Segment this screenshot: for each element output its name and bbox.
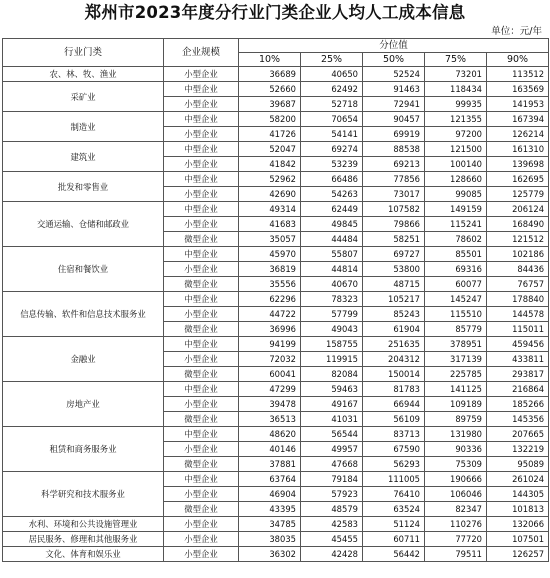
value-cell: 48620 xyxy=(239,427,301,442)
value-cell: 121500 xyxy=(425,142,487,157)
size-cell: 微型企业 xyxy=(164,367,239,382)
value-cell: 85501 xyxy=(425,247,487,262)
value-cell: 38035 xyxy=(239,532,301,547)
value-cell: 52524 xyxy=(363,67,425,82)
value-cell: 60711 xyxy=(363,532,425,547)
value-cell: 56293 xyxy=(363,457,425,472)
value-cell: 44722 xyxy=(239,307,301,322)
value-cell: 167394 xyxy=(487,112,549,127)
value-cell: 62296 xyxy=(239,292,301,307)
value-cell: 109189 xyxy=(425,397,487,412)
value-cell: 459456 xyxy=(487,337,549,352)
value-cell: 60077 xyxy=(425,277,487,292)
value-cell: 56109 xyxy=(363,412,425,427)
table-row xyxy=(3,532,549,547)
value-cell: 90457 xyxy=(363,112,425,127)
industry-cell: 科学研究和技术服务业 xyxy=(3,472,164,517)
table-row xyxy=(3,427,549,442)
industry-cell: 水利、环境和公共设施管理业 xyxy=(3,517,164,532)
size-cell: 小型企业 xyxy=(164,517,239,532)
value-cell: 115011 xyxy=(487,322,549,337)
value-cell: 128660 xyxy=(425,172,487,187)
value-cell: 46904 xyxy=(239,487,301,502)
value-cell: 52962 xyxy=(239,172,301,187)
value-cell: 48579 xyxy=(301,502,363,517)
value-cell: 53239 xyxy=(301,157,363,172)
size-cell: 微型企业 xyxy=(164,412,239,427)
value-cell: 79866 xyxy=(363,217,425,232)
value-cell: 69274 xyxy=(301,142,363,157)
value-cell: 79184 xyxy=(301,472,363,487)
value-cell: 85243 xyxy=(363,307,425,322)
value-cell: 41842 xyxy=(239,157,301,172)
value-cell: 115241 xyxy=(425,217,487,232)
value-cell: 88538 xyxy=(363,142,425,157)
value-cell: 378951 xyxy=(425,337,487,352)
value-cell: 60041 xyxy=(239,367,301,382)
value-cell: 145356 xyxy=(487,412,549,427)
industry-cell: 信息传输、软件和信息技术服务业 xyxy=(3,292,164,337)
value-cell: 40146 xyxy=(239,442,301,457)
value-cell: 54141 xyxy=(301,127,363,142)
value-cell: 36996 xyxy=(239,322,301,337)
value-cell: 45970 xyxy=(239,247,301,262)
value-cell: 40650 xyxy=(301,67,363,82)
size-cell: 中型企业 xyxy=(164,202,239,217)
size-cell: 小型企业 xyxy=(164,262,239,277)
size-cell: 中型企业 xyxy=(164,472,239,487)
size-cell: 中型企业 xyxy=(164,82,239,97)
value-cell: 72941 xyxy=(363,97,425,112)
value-cell: 207665 xyxy=(487,427,549,442)
size-cell: 中型企业 xyxy=(164,382,239,397)
value-cell: 66944 xyxy=(363,397,425,412)
size-cell: 微型企业 xyxy=(164,502,239,517)
value-cell: 67590 xyxy=(363,442,425,457)
value-cell: 126214 xyxy=(487,127,549,142)
value-cell: 132219 xyxy=(487,442,549,457)
size-cell: 小型企业 xyxy=(164,67,239,82)
value-cell: 41726 xyxy=(239,127,301,142)
value-cell: 73201 xyxy=(425,67,487,82)
table-row xyxy=(3,247,549,262)
value-cell: 42583 xyxy=(301,517,363,532)
value-cell: 102186 xyxy=(487,247,549,262)
value-cell: 36819 xyxy=(239,262,301,277)
value-cell: 58251 xyxy=(363,232,425,247)
value-cell: 94199 xyxy=(239,337,301,352)
value-cell: 63764 xyxy=(239,472,301,487)
value-cell: 52660 xyxy=(239,82,301,97)
value-cell: 83713 xyxy=(363,427,425,442)
size-cell: 微型企业 xyxy=(164,322,239,337)
table-row xyxy=(3,142,549,157)
value-cell: 119915 xyxy=(301,352,363,367)
value-cell: 77720 xyxy=(425,532,487,547)
value-cell: 41683 xyxy=(239,217,301,232)
value-cell: 100140 xyxy=(425,157,487,172)
column-header-industry: 行业门类 xyxy=(3,39,164,67)
value-cell: 63524 xyxy=(363,502,425,517)
size-cell: 小型企业 xyxy=(164,157,239,172)
value-cell: 90336 xyxy=(425,442,487,457)
value-cell: 49167 xyxy=(301,397,363,412)
size-cell: 小型企业 xyxy=(164,397,239,412)
value-cell: 82347 xyxy=(425,502,487,517)
size-cell: 中型企业 xyxy=(164,172,239,187)
value-cell: 72032 xyxy=(239,352,301,367)
value-cell: 79511 xyxy=(425,547,487,562)
size-cell: 微型企业 xyxy=(164,232,239,247)
value-cell: 53800 xyxy=(363,262,425,277)
value-cell: 132066 xyxy=(487,517,549,532)
value-cell: 261024 xyxy=(487,472,549,487)
value-cell: 216864 xyxy=(487,382,549,397)
column-header-p25: 25% xyxy=(301,53,363,67)
value-cell: 99085 xyxy=(425,187,487,202)
value-cell: 55807 xyxy=(301,247,363,262)
value-cell: 69316 xyxy=(425,262,487,277)
unit-label: 单位：元/年 xyxy=(491,26,542,37)
size-cell: 小型企业 xyxy=(164,487,239,502)
value-cell: 76410 xyxy=(363,487,425,502)
value-cell: 82084 xyxy=(301,367,363,382)
value-cell: 35057 xyxy=(239,232,301,247)
value-cell: 121355 xyxy=(425,112,487,127)
value-cell: 49314 xyxy=(239,202,301,217)
table-row xyxy=(3,82,549,97)
value-cell: 36689 xyxy=(239,67,301,82)
value-cell: 70654 xyxy=(301,112,363,127)
value-cell: 113512 xyxy=(487,67,549,82)
value-cell: 293817 xyxy=(487,367,549,382)
size-cell: 小型企业 xyxy=(164,547,239,562)
column-header-p75: 75% xyxy=(425,53,487,67)
value-cell: 39478 xyxy=(239,397,301,412)
value-cell: 44484 xyxy=(301,232,363,247)
value-cell: 42428 xyxy=(301,547,363,562)
size-cell: 小型企业 xyxy=(164,532,239,547)
value-cell: 52047 xyxy=(239,142,301,157)
industry-cell: 住宿和餐饮业 xyxy=(3,247,164,292)
value-cell: 49845 xyxy=(301,217,363,232)
value-cell: 36302 xyxy=(239,547,301,562)
value-cell: 145247 xyxy=(425,292,487,307)
value-cell: 139698 xyxy=(487,157,549,172)
value-cell: 185266 xyxy=(487,397,549,412)
value-cell: 69919 xyxy=(363,127,425,142)
value-cell: 56442 xyxy=(363,547,425,562)
size-cell: 中型企业 xyxy=(164,247,239,262)
industry-cell: 交通运输、仓储和邮政业 xyxy=(3,202,164,247)
size-cell: 小型企业 xyxy=(164,127,239,142)
value-cell: 77856 xyxy=(363,172,425,187)
value-cell: 163569 xyxy=(487,82,549,97)
size-cell: 微型企业 xyxy=(164,457,239,472)
value-cell: 118434 xyxy=(425,82,487,97)
value-cell: 78323 xyxy=(301,292,363,307)
size-cell: 小型企业 xyxy=(164,442,239,457)
value-cell: 144578 xyxy=(487,307,549,322)
value-cell: 433811 xyxy=(487,352,549,367)
value-cell: 57799 xyxy=(301,307,363,322)
value-cell: 111005 xyxy=(363,472,425,487)
cost-table xyxy=(2,38,549,562)
column-header-percentile: 分位值 xyxy=(239,39,549,53)
value-cell: 168490 xyxy=(487,217,549,232)
industry-cell: 居民服务、修理和其他服务业 xyxy=(3,532,164,547)
value-cell: 61904 xyxy=(363,322,425,337)
value-cell: 158755 xyxy=(301,337,363,352)
table-row xyxy=(3,172,549,187)
value-cell: 47668 xyxy=(301,457,363,472)
value-cell: 91463 xyxy=(363,82,425,97)
table-row xyxy=(3,472,549,487)
value-cell: 126257 xyxy=(487,547,549,562)
table-body xyxy=(3,67,549,562)
value-cell: 36513 xyxy=(239,412,301,427)
size-cell: 中型企业 xyxy=(164,337,239,352)
value-cell: 45455 xyxy=(301,532,363,547)
value-cell: 76757 xyxy=(487,277,549,292)
table-row xyxy=(3,292,549,307)
value-cell: 190666 xyxy=(425,472,487,487)
size-cell: 中型企业 xyxy=(164,142,239,157)
industry-cell: 农、林、牧、渔业 xyxy=(3,67,164,82)
size-cell: 小型企业 xyxy=(164,217,239,232)
value-cell: 51124 xyxy=(363,517,425,532)
size-cell: 小型企业 xyxy=(164,307,239,322)
size-cell: 小型企业 xyxy=(164,187,239,202)
value-cell: 105217 xyxy=(363,292,425,307)
size-cell: 中型企业 xyxy=(164,292,239,307)
value-cell: 141953 xyxy=(487,97,549,112)
value-cell: 42690 xyxy=(239,187,301,202)
value-cell: 95089 xyxy=(487,457,549,472)
value-cell: 178840 xyxy=(487,292,549,307)
size-cell: 中型企业 xyxy=(164,427,239,442)
value-cell: 225785 xyxy=(425,367,487,382)
table-row xyxy=(3,112,549,127)
table-row xyxy=(3,337,549,352)
value-cell: 84436 xyxy=(487,262,549,277)
industry-cell: 建筑业 xyxy=(3,142,164,172)
value-cell: 47299 xyxy=(239,382,301,397)
table-row xyxy=(3,517,549,532)
value-cell: 251635 xyxy=(363,337,425,352)
value-cell: 69727 xyxy=(363,247,425,262)
value-cell: 49043 xyxy=(301,322,363,337)
value-cell: 85779 xyxy=(425,322,487,337)
industry-cell: 制造业 xyxy=(3,112,164,142)
size-cell: 微型企业 xyxy=(164,277,239,292)
industry-cell: 文化、体育和娱乐业 xyxy=(3,547,164,562)
column-header-p10: 10% xyxy=(239,53,301,67)
column-header-size: 企业规模 xyxy=(164,39,239,67)
value-cell: 81783 xyxy=(363,382,425,397)
header-row-1 xyxy=(3,39,549,53)
value-cell: 161310 xyxy=(487,142,549,157)
value-cell: 144305 xyxy=(487,487,549,502)
value-cell: 78602 xyxy=(425,232,487,247)
value-cell: 150014 xyxy=(363,367,425,382)
table-row xyxy=(3,202,549,217)
value-cell: 62449 xyxy=(301,202,363,217)
value-cell: 59463 xyxy=(301,382,363,397)
table-row xyxy=(3,67,549,82)
value-cell: 37881 xyxy=(239,457,301,472)
value-cell: 48715 xyxy=(363,277,425,292)
value-cell: 131980 xyxy=(425,427,487,442)
value-cell: 121512 xyxy=(487,232,549,247)
value-cell: 107501 xyxy=(487,532,549,547)
size-cell: 小型企业 xyxy=(164,97,239,112)
value-cell: 41031 xyxy=(301,412,363,427)
value-cell: 107582 xyxy=(363,202,425,217)
value-cell: 141125 xyxy=(425,382,487,397)
value-cell: 75309 xyxy=(425,457,487,472)
table-row xyxy=(3,547,549,562)
value-cell: 317139 xyxy=(425,352,487,367)
value-cell: 49957 xyxy=(301,442,363,457)
value-cell: 204312 xyxy=(363,352,425,367)
column-header-p50: 50% xyxy=(363,53,425,67)
value-cell: 99935 xyxy=(425,97,487,112)
value-cell: 115510 xyxy=(425,307,487,322)
value-cell: 149159 xyxy=(425,202,487,217)
value-cell: 58200 xyxy=(239,112,301,127)
size-cell: 小型企业 xyxy=(164,352,239,367)
value-cell: 62492 xyxy=(301,82,363,97)
table-row xyxy=(3,382,549,397)
page-title: 郑州市2023年度分行业门类企业人均人工成本信息 xyxy=(84,3,466,22)
value-cell: 43395 xyxy=(239,502,301,517)
industry-cell: 租赁和商务服务业 xyxy=(3,427,164,472)
size-cell: 中型企业 xyxy=(164,112,239,127)
value-cell: 125779 xyxy=(487,187,549,202)
industry-cell: 房地产业 xyxy=(3,382,164,427)
value-cell: 54263 xyxy=(301,187,363,202)
industry-cell: 批发和零售业 xyxy=(3,172,164,202)
value-cell: 106046 xyxy=(425,487,487,502)
value-cell: 69213 xyxy=(363,157,425,172)
value-cell: 40670 xyxy=(301,277,363,292)
value-cell: 34785 xyxy=(239,517,301,532)
value-cell: 56544 xyxy=(301,427,363,442)
value-cell: 101813 xyxy=(487,502,549,517)
value-cell: 206124 xyxy=(487,202,549,217)
value-cell: 57923 xyxy=(301,487,363,502)
value-cell: 89759 xyxy=(425,412,487,427)
column-header-p90: 90% xyxy=(487,53,549,67)
value-cell: 110276 xyxy=(425,517,487,532)
industry-cell: 采矿业 xyxy=(3,82,164,112)
value-cell: 66486 xyxy=(301,172,363,187)
value-cell: 162695 xyxy=(487,172,549,187)
value-cell: 44814 xyxy=(301,262,363,277)
value-cell: 35556 xyxy=(239,277,301,292)
value-cell: 52718 xyxy=(301,97,363,112)
value-cell: 97200 xyxy=(425,127,487,142)
industry-cell: 金融业 xyxy=(3,337,164,382)
value-cell: 73017 xyxy=(363,187,425,202)
value-cell: 39687 xyxy=(239,97,301,112)
